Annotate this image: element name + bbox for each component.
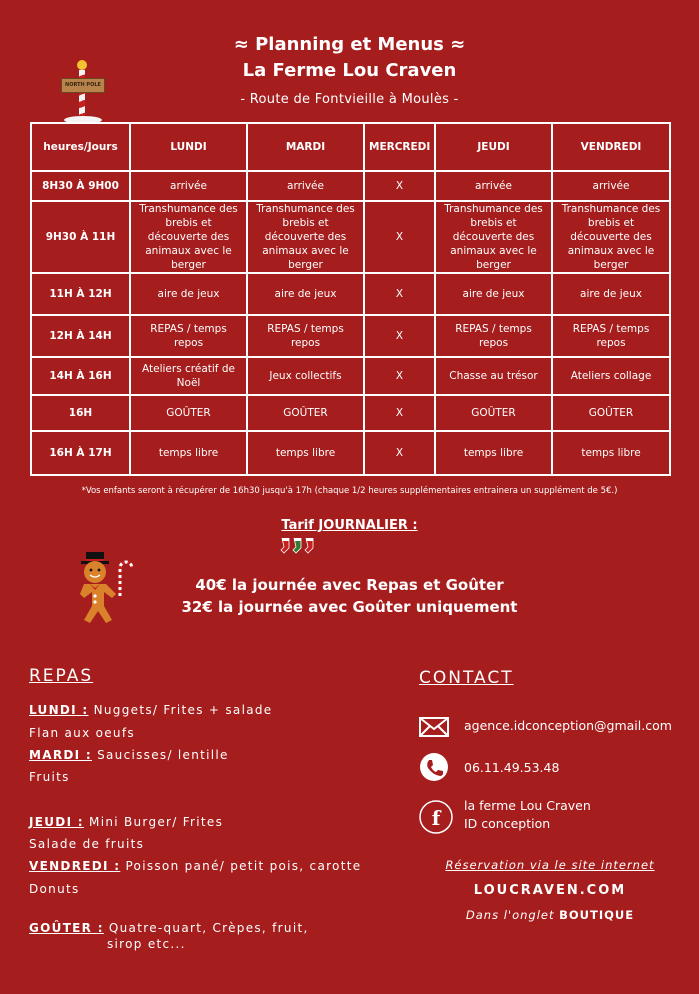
menu-mardi-label: MARDI : xyxy=(29,748,92,762)
email-icon xyxy=(419,712,449,742)
table-cell: Transhumance des brebis et découverte des animaux avec le berger xyxy=(130,201,247,273)
menu-mardi-line2: Fruits xyxy=(29,770,70,784)
menu-gouter-text: Quatre-quart, Crèpes, fruit, xyxy=(103,921,309,935)
menu-jeudi-label: JEUDI : xyxy=(29,815,84,829)
table-cell: temps libre xyxy=(247,431,364,475)
page-title-line1: ≈ Planning et Menus ≈ xyxy=(233,34,466,55)
schedule-table xyxy=(30,122,671,476)
table-cell: GOÛTER xyxy=(435,395,552,431)
table-cell: 9H30 À 11H xyxy=(31,201,130,273)
table-cell: Transhumance des brebis et découverte des animaux avec le berger xyxy=(552,201,670,273)
table-cell: X xyxy=(364,201,435,273)
table-cell: REPAS / temps repos xyxy=(130,315,247,357)
menu-jeudi-text: Mini Burger/ Frites xyxy=(83,815,224,829)
table-cell: 16H À 17H xyxy=(31,431,130,475)
table-cell: 14H À 16H xyxy=(31,357,130,395)
menu-jeudi-line2: Salade de fruits xyxy=(29,837,145,851)
table-cell: X xyxy=(364,395,435,431)
contact-section-title: CONTACT xyxy=(419,668,514,688)
menu-lundi xyxy=(29,703,272,717)
table-cell: REPAS / temps repos xyxy=(435,315,552,357)
column-header: MERCREDI xyxy=(364,123,435,171)
page-subtitle: - Route de Fontvieille à Moulès - xyxy=(240,92,459,107)
phone-icon xyxy=(419,752,449,782)
repas-section-title: REPAS xyxy=(29,666,94,686)
menu-vendredi-label: VENDREDI : xyxy=(29,859,121,873)
table-cell: Ateliers collage xyxy=(552,357,670,395)
table-cell: Jeux collectifs xyxy=(247,357,364,395)
column-header: MARDI xyxy=(247,123,364,171)
table-row xyxy=(31,273,670,315)
svg-text:f: f xyxy=(431,806,441,830)
column-header: heures/Jours xyxy=(31,123,130,171)
table-cell: Transhumance des brebis et découverte des animaux avec le berger xyxy=(247,201,364,273)
table-cell: arrivée xyxy=(435,171,552,201)
table-cell: aire de jeux xyxy=(435,273,552,315)
menu-mardi xyxy=(29,748,229,762)
table-cell: X xyxy=(364,171,435,201)
website-link[interactable]: LOUCRAVEN.COM xyxy=(473,883,627,898)
table-cell: GOÛTER xyxy=(247,395,364,431)
table-cell: Chasse au trésor xyxy=(435,357,552,395)
table-cell: arrivée xyxy=(247,171,364,201)
column-header: LUNDI xyxy=(130,123,247,171)
table-cell: aire de jeux xyxy=(552,273,670,315)
onglet-prefix: Dans l'onglet xyxy=(465,908,560,922)
facebook-line-2: ID conception xyxy=(464,816,551,831)
menu-lundi-text: Nuggets/ Frites + salade xyxy=(88,703,273,717)
table-cell: aire de jeux xyxy=(247,273,364,315)
menu-gouter xyxy=(29,921,309,935)
table-cell: GOÛTER xyxy=(130,395,247,431)
table-row xyxy=(31,395,670,431)
table-header-row xyxy=(31,123,670,171)
menu-gouter-line2: sirop etc... xyxy=(107,937,186,951)
table-cell: temps libre xyxy=(552,431,670,475)
tarif-title-text: Tarif JOURNALIER : xyxy=(281,518,418,533)
table-cell: REPAS / temps repos xyxy=(247,315,364,357)
menu-lundi-line2: Flan aux oeufs xyxy=(29,726,135,740)
menu-jeudi xyxy=(29,815,223,829)
table-cell: GOÛTER xyxy=(552,395,670,431)
contact-email[interactable]: agence.idconception@gmail.com xyxy=(464,718,672,733)
column-header: JEUDI xyxy=(435,123,552,171)
table-cell: 8H30 À 9H00 xyxy=(31,171,130,201)
facebook-icon xyxy=(419,800,453,834)
table-cell: temps libre xyxy=(130,431,247,475)
table-cell: aire de jeux xyxy=(130,273,247,315)
table-cell: REPAS / temps repos xyxy=(552,315,670,357)
table-cell: Transhumance des brebis et découverte des animaux avec le berger xyxy=(435,201,552,273)
menu-vendredi xyxy=(29,859,361,873)
pickup-note: *Vos enfants seront à récupérer de 16h30 jusqu'à 17h (chaque 1/2 heures supplémentaires entrainera un supplément de 5€.) xyxy=(81,486,618,496)
facebook-line-1[interactable]: la ferme Lou Craven xyxy=(464,798,591,813)
table-cell: X xyxy=(364,273,435,315)
table-cell: X xyxy=(364,431,435,475)
menu-vendredi-line2: Donuts xyxy=(29,882,80,896)
north-pole-ball-icon xyxy=(77,60,87,70)
menu-vendredi-text: Poisson pané/ petit pois, carotte xyxy=(120,859,362,873)
contact-phone[interactable]: 06.11.49.53.48 xyxy=(464,760,560,775)
table-cell: arrivée xyxy=(130,171,247,201)
table-cell: X xyxy=(364,357,435,395)
tarif-title xyxy=(0,518,699,533)
table-row xyxy=(31,431,670,475)
menu-lundi-label: LUNDI : xyxy=(29,703,89,717)
menu-gouter-label: GOÛTER : xyxy=(29,921,104,935)
table-cell: temps libre xyxy=(435,431,552,475)
stockings-icon xyxy=(280,538,320,556)
table-row xyxy=(31,315,670,357)
table-cell: 16H xyxy=(31,395,130,431)
table-cell: 12H À 14H xyxy=(31,315,130,357)
table-cell: Ateliers créatif de Noël xyxy=(130,357,247,395)
table-row xyxy=(31,171,670,201)
tarif-line-1: 40€ la journée avec Repas et Goûter xyxy=(195,576,504,594)
tarif-line-2: 32€ la journée avec Goûter uniquement xyxy=(181,598,518,616)
table-row xyxy=(31,357,670,395)
onglet-boutique: BOUTIQUE xyxy=(559,908,635,922)
table-cell: arrivée xyxy=(552,171,670,201)
menu-mardi-text: Saucisses/ lentille xyxy=(91,748,229,762)
table-row xyxy=(31,201,670,273)
column-header: VENDREDI xyxy=(552,123,670,171)
reservation-link[interactable]: Réservation via le site internet xyxy=(445,858,655,872)
onglet-text xyxy=(430,908,670,922)
north-pole-sign: NORTH POLE xyxy=(61,78,105,93)
table-cell: 11H À 12H xyxy=(31,273,130,315)
page-title-line2: La Ferme Lou Craven xyxy=(242,60,457,81)
gingerbread-man-icon xyxy=(70,546,140,630)
table-cell: X xyxy=(364,315,435,357)
